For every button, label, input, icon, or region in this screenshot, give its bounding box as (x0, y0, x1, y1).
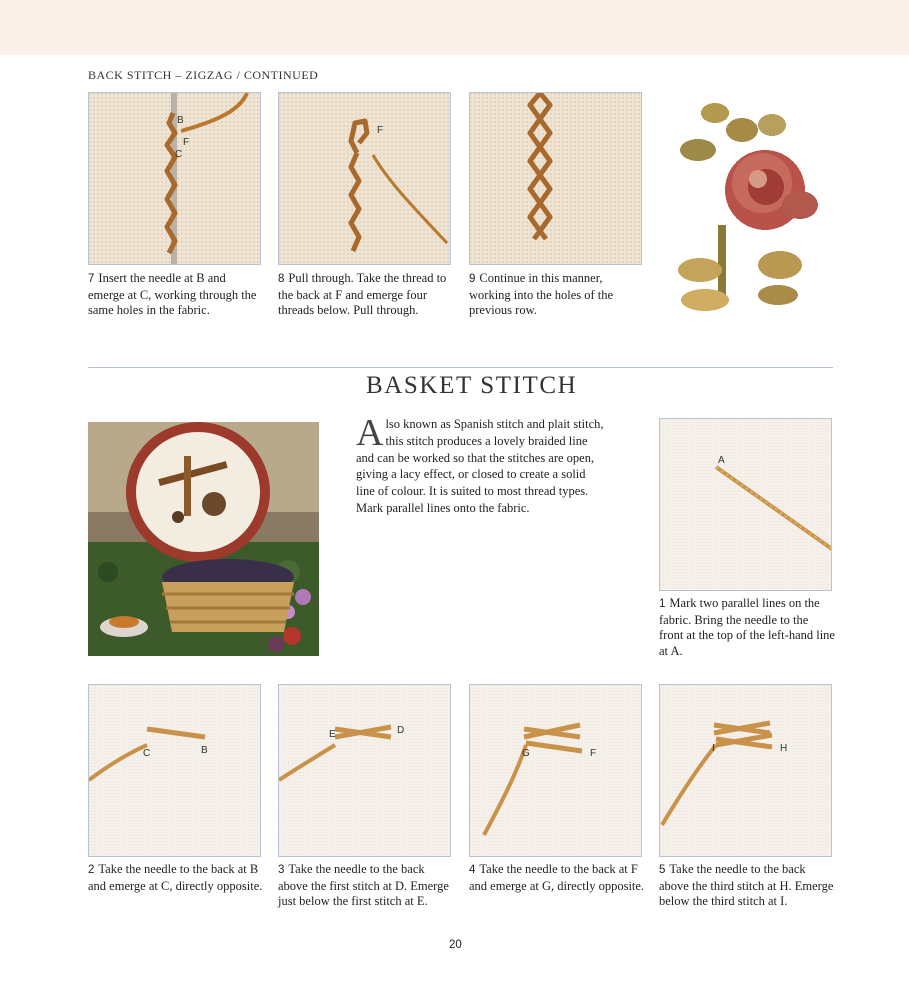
step-number: 1 (659, 598, 666, 610)
step-text: Mark two parallel lines on the fabric. Bring the needle to the front at the top of the left-hand line at A. (659, 596, 835, 658)
label-f: F (590, 748, 597, 759)
step-number: 7 (88, 273, 95, 285)
step-number: 4 (469, 864, 476, 876)
step-4-image (469, 684, 642, 857)
step-9-image (469, 92, 642, 265)
label-a: A (718, 455, 725, 466)
step-text: Continue in this manner, working into the holes of the previous row. (469, 271, 614, 317)
label-f: F (377, 125, 384, 136)
step-text: Insert the needle at B and emerge at C, working through the same holes in the fabric. (88, 271, 257, 317)
label-c: C (175, 149, 183, 160)
step-number: 5 (659, 864, 666, 876)
step-7-caption (88, 271, 264, 319)
rose-illustration (670, 95, 830, 320)
step-1-image (659, 418, 832, 591)
step-1-caption (659, 596, 835, 659)
label-e: E (329, 729, 336, 740)
step-text: Take the needle to the back above the third stitch at H. Emerge below the third stitch at I. (659, 862, 834, 908)
step-2-image (88, 684, 261, 857)
label-d: D (397, 725, 405, 736)
label-h: H (780, 743, 788, 754)
step-9-caption (469, 271, 645, 319)
step-number: 8 (278, 273, 285, 285)
step-7-image (88, 92, 261, 265)
label-b: B (201, 745, 208, 756)
step-5-caption (659, 862, 835, 910)
label-g: G (522, 748, 530, 759)
step-3-caption (278, 862, 454, 910)
label-b: B (177, 115, 184, 126)
step-5-image (659, 684, 832, 857)
step-text: Take the needle to the back at B and emerge at C, directly opposite. (88, 862, 263, 893)
label-c: C (143, 748, 151, 759)
step-text: Pull through. Take the thread to the back at F and emerge four threads below. Pull through. (278, 271, 447, 317)
top-band (0, 0, 909, 55)
section-label: BACK STITCH – ZIGZAG / CONTINUED (88, 68, 319, 82)
step-number: 9 (469, 273, 476, 285)
step-8-caption (278, 271, 454, 319)
step-number: 2 (88, 864, 95, 876)
page-title: BASKET STITCH (366, 372, 578, 399)
step-2-caption (88, 862, 264, 894)
intro-paragraph (356, 412, 604, 517)
step-4-caption (469, 862, 645, 894)
step-text: Take the needle to the back above the first stitch at D. Emerge just below the first stitch at E. (278, 862, 449, 908)
drop-cap: A (356, 412, 384, 454)
section-divider (88, 367, 833, 368)
label-f: F (183, 137, 190, 148)
sewing-basket-photo (88, 422, 319, 656)
label-i: I (712, 743, 715, 754)
step-number: 3 (278, 864, 285, 876)
step-3-image (278, 684, 451, 857)
page-number: 20 (449, 939, 462, 951)
intro-text: lso known as Spanish stitch and plait stitch, this stitch produces a lovely braided line and can be worked so that the stitches are open, giving a lacy effect, or closed to create a solid line of colour. It is suited to most thread types. Mark parallel lines onto the fabric. (356, 417, 604, 515)
step-text: Take the needle to the back at F and emerge at G, directly opposite. (469, 862, 645, 893)
step-8-image (278, 92, 451, 265)
